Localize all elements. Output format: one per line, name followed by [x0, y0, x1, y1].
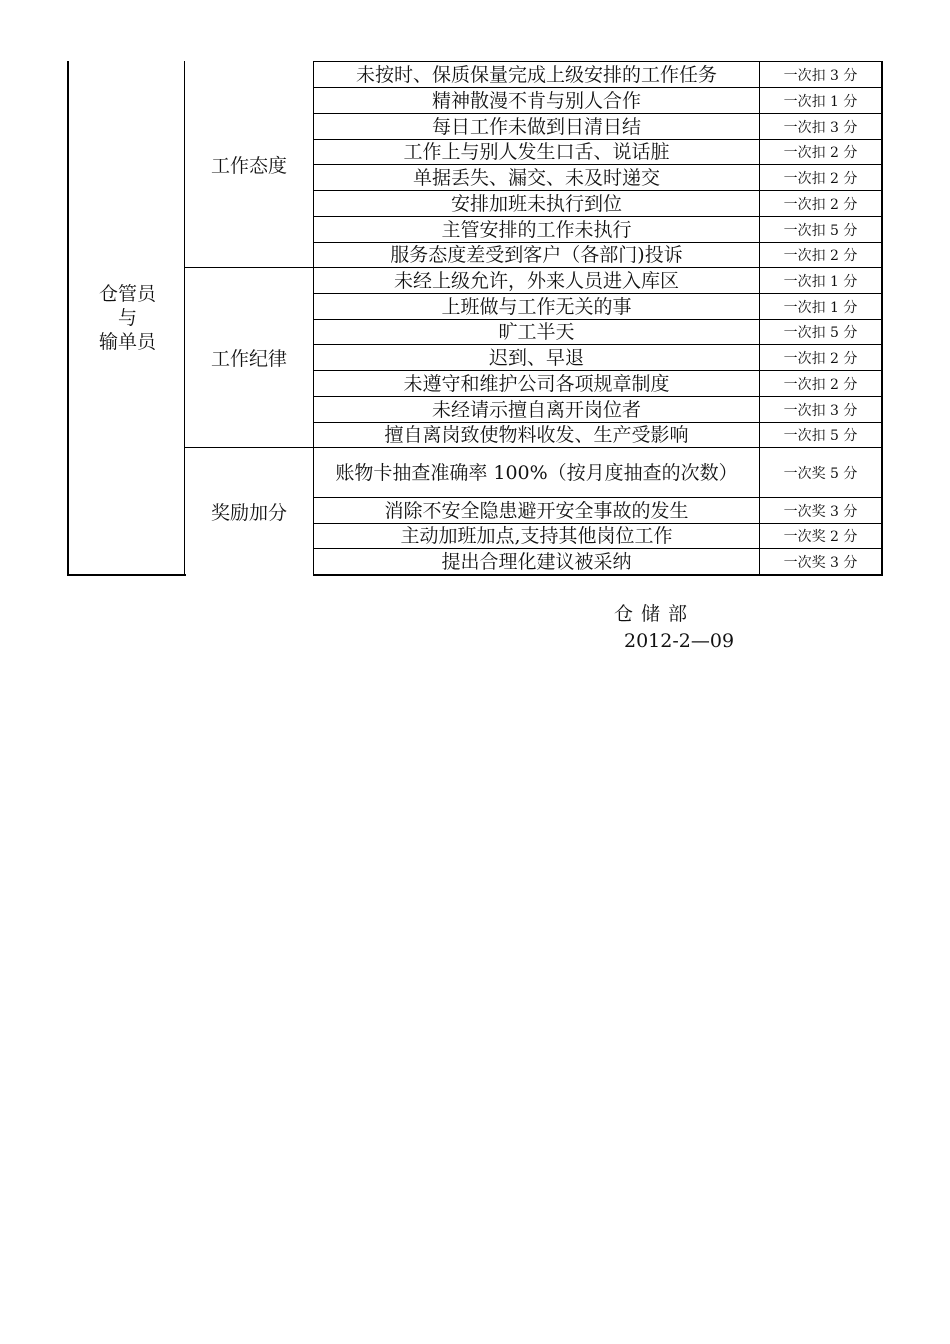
table-row [313, 422, 883, 447]
rule-score: 一次扣 2 分 [759, 242, 883, 267]
category-cell-discipline [184, 267, 313, 447]
rule-score: 一次扣 1 分 [759, 293, 883, 319]
rule-text: 每日工作未做到日清日结 [313, 113, 759, 139]
rule-text: 消除不安全隐患避开安全事故的发生 [313, 497, 759, 523]
rule-score: 一次扣 2 分 [759, 139, 883, 164]
table-row [313, 242, 883, 267]
rule-text: 未经请示擅自离开岗位者 [313, 396, 759, 422]
table-row [313, 293, 883, 319]
rule-score: 一次扣 2 分 [759, 164, 883, 190]
rule-score: 一次奖 5 分 [759, 447, 883, 497]
rule-text: 单据丢失、漏交、未及时递交 [313, 164, 759, 190]
table-row [313, 190, 883, 216]
table-row [313, 267, 883, 293]
table-row [313, 523, 883, 548]
rule-text: 账物卡抽查准确率 100%（按月度抽查的次数） [313, 447, 759, 497]
rule-score: 一次扣 3 分 [759, 113, 883, 139]
rule-text: 安排加班未执行到位 [313, 190, 759, 216]
rule-text: 旷工半天 [313, 319, 759, 344]
role-line: 仓管员 [98, 282, 156, 305]
table-row [313, 113, 883, 139]
rule-score: 一次奖 3 分 [759, 548, 883, 574]
category-label: 奖励加分 [210, 502, 287, 524]
rule-text: 擅自离岗致使物料收发、生产受影响 [313, 422, 759, 447]
rule-score: 一次扣 2 分 [759, 190, 883, 216]
rule-score: 一次扣 3 分 [759, 396, 883, 422]
table-row [313, 370, 883, 396]
rule-score: 一次扣 1 分 [759, 87, 883, 113]
table-row [313, 447, 883, 497]
role-line: 与 [117, 306, 137, 329]
category-label: 工作纪律 [210, 348, 287, 370]
rule-text: 迟到、早退 [313, 344, 759, 370]
role-line: 输单员 [98, 330, 156, 353]
table-row [313, 497, 883, 523]
rule-text: 提出合理化建议被采纳 [313, 548, 759, 574]
category-label: 工作态度 [210, 154, 287, 177]
table-row [313, 319, 883, 344]
rule-text: 精神散漫不肯与别人合作 [313, 87, 759, 113]
rule-text: 未按时、保质保量完成上级安排的工作任务 [313, 61, 759, 87]
category-cell-attitude [184, 61, 313, 267]
evaluation-table [67, 61, 885, 576]
rule-score: 一次扣 3 分 [759, 61, 883, 87]
rule-text: 主管安排的工作未执行 [313, 216, 759, 242]
rule-text: 工作上与别人发生口舌、说话脏 [313, 139, 759, 164]
rule-text: 未经上级允许，外来人员进入库区 [313, 267, 759, 293]
department-name: 仓储部 [614, 603, 696, 625]
table-row [313, 61, 883, 87]
rule-score: 一次奖 3 分 [759, 497, 883, 523]
table-row [313, 216, 883, 242]
rule-text: 主动加班加点,支持其他岗位工作 [313, 523, 759, 548]
signature-block [614, 601, 734, 655]
table-row [313, 396, 883, 422]
role-cell [67, 61, 186, 576]
rule-score: 一次扣 5 分 [759, 319, 883, 344]
rule-score: 一次扣 5 分 [759, 422, 883, 447]
rule-text: 未遵守和维护公司各项规章制度 [313, 370, 759, 396]
rule-score: 一次扣 1 分 [759, 267, 883, 293]
table-row [313, 164, 883, 190]
table-row [313, 87, 883, 113]
rule-score: 一次奖 2 分 [759, 523, 883, 548]
table-row [313, 548, 883, 574]
table-row [313, 344, 883, 370]
rule-score: 一次扣 5 分 [759, 216, 883, 242]
table-row [313, 139, 883, 164]
table-bottom-border [313, 574, 883, 576]
rule-score: 一次扣 2 分 [759, 370, 883, 396]
category-cell-reward [184, 447, 313, 575]
rule-score: 一次扣 2 分 [759, 344, 883, 370]
rule-text: 上班做与工作无关的事 [313, 293, 759, 319]
document-date: 2012-2—09 [624, 630, 735, 652]
rule-text: 服务态度差受到客户（各部门)投诉 [313, 242, 759, 267]
